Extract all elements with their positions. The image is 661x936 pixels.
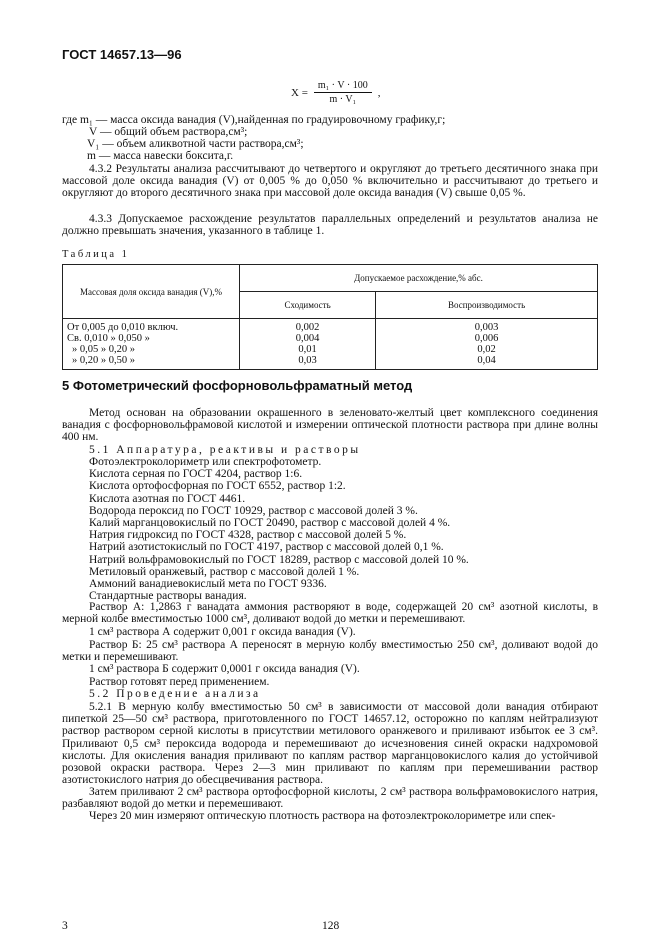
table-cell: От 0,005 до 0,010 включ.	[67, 322, 179, 333]
table-cell: Св. 0,010 » 0,050 »	[67, 333, 150, 344]
table-cell: 0,03	[298, 355, 317, 366]
table-header-mass-fraction: Массовая доля оксида ванадия (V),%	[63, 265, 240, 319]
table-header-tolerance: Допускаемое расхождение,% абс.	[240, 265, 598, 292]
list-item: Кислота серная по ГОСТ 4204, раствор 1:6.	[89, 468, 303, 481]
reagents-list	[89, 456, 599, 602]
formula-fraction	[314, 80, 372, 105]
table-cell: » 0,20 » 0,50 »	[72, 355, 135, 366]
document-header: ГОСТ 14657.13—96	[62, 47, 182, 62]
paragraph-4-3-3: 4.3.3 Допускаемое расхождение результатов параллельных определений и результатов анализа не должно превышать значения, указанного в таблице 1.	[62, 213, 598, 238]
list-item: Натрия гидроксид по ГОСТ 4328, раствор с массовой долей 5 %.	[89, 529, 407, 542]
list-item: Аммоний ванадиевокислый мета по ГОСТ 9336.	[89, 578, 327, 591]
table-header-convergence: Сходимость	[240, 292, 376, 319]
table-cell: 0,004	[295, 333, 320, 344]
formula-numerator: m₁ · V · 100	[314, 80, 372, 93]
list-item: Фотоэлектроколориметр или спектрофотометр.	[89, 456, 322, 468]
table-caption: Таблица 1	[62, 249, 130, 260]
table-cell: 0,01	[298, 344, 317, 355]
table-column-ranges	[63, 319, 240, 370]
formula-denominator: m · V₁	[329, 94, 357, 105]
definition-m: m — масса навески боксита,г.	[87, 150, 234, 162]
solution-a: Раствор А: 1,2863 г ванадата аммония растворяют в воде, содержащей 20 см³ азотной кислоты, в мерной колбе вместимостью 1000 см³, доливают водой до метки и перемешивают.	[62, 601, 598, 626]
paragraph-5-2-1-b: Затем приливают 2 см³ раствора ортофосфорной кислоты, 2 см³ раствора вольфрамовокислого натрия, разбавляют водой до метки и перемешивают.	[62, 786, 598, 811]
table-1	[62, 264, 598, 370]
section-5-intro: Метод основан на образовании окрашенного в зеленовато-желтый цвет комплексного соединения ванадия с фосфорновольфрамовой кислотой и измерении оптической плотности раствора при длине волны 400 нм.	[62, 407, 598, 444]
paragraph-4-3-2: 4.3.2 Результаты анализа рассчитывают до четвертого и округляют до третьего десятичного знака при массовой доле оксида ванадия (V) от 0,005 % до 0,050 % включительно и рассчитывают до третьего и округляют до второго десятичного знака при массовой доле оксида ванадия (V) свыше 0,05 %.	[62, 163, 598, 200]
section-5-title: 5 Фотометрический фосфорновольфраматный метод	[62, 378, 413, 393]
definition-v1: V₁ — объем аликвотной части раствора,см³;	[87, 138, 304, 150]
table-column-reproducibility	[376, 319, 598, 370]
page-number: 128	[322, 920, 340, 932]
section-5-1-title: 5.1 Аппаратура, реактивы и растворы	[89, 444, 361, 456]
list-item: Кислота ортофосфорная по ГОСТ 6552, раствор 1:2.	[89, 480, 346, 493]
list-item: Натрий азотистокислый по ГОСТ 4197, раствор с массовой долей 0,1 %.	[89, 541, 444, 554]
list-item: Натрий вольфрамовокислый по ГОСТ 18289, раствор с массовой долей 10 %.	[89, 553, 469, 566]
list-item: Калий марганцовокислый по ГОСТ 20490, раствор с массовой долей 4 %.	[89, 517, 451, 530]
table-column-convergence	[240, 319, 376, 370]
list-item: Метиловый оранжевый, раствор с массовой долей 1 %.	[89, 565, 360, 578]
definition-v: V — общий объем раствора,см³;	[89, 126, 248, 138]
solution-b: Раствор Б: 25 см³ раствора А переносят в мерную колбу вместимостью 250 см³, доливают водой до метки и перемешивают.	[62, 639, 598, 664]
table-cell: 0,003	[474, 322, 499, 333]
solution-a-note: 1 см³ раствора А содержит 0,001 г оксида ванадия (V).	[89, 626, 356, 638]
list-item: Стандартные растворы ванадия.	[89, 590, 247, 603]
list-item: Кислота азотная по ГОСТ 4461.	[89, 492, 246, 505]
footer-number: 3	[62, 920, 68, 932]
formula-tail: ,	[377, 86, 381, 99]
list-item: Водорода пероксид по ГОСТ 10929, раствор с массовой долей 3 %.	[89, 504, 418, 517]
table-cell: 0,04	[477, 355, 496, 366]
formula-lhs: X =	[291, 86, 308, 99]
formula	[291, 80, 380, 105]
section-5-2-title: 5.2 Проведение анализа	[89, 688, 261, 700]
paragraph-5-2-1-c: Через 20 мин измеряют оптическую плотность раствора на фотоэлектроколориметре или спек-	[89, 810, 556, 822]
table-cell: 0,006	[474, 333, 499, 344]
table-cell: » 0,05 » 0,20 »	[72, 344, 135, 355]
solution-b-note-2: Раствор готовят перед применением.	[89, 676, 270, 688]
paragraph-5-2-1: 5.2.1 В мерную колбу вместимостью 50 см³ в зависимости от массовой доли ванадия отбирают пипеткой 25—50 см³ раствора, приготовленного по ГОСТ 14657.12, осторожно по каплям нейтрализуют раствор раствором серной кислоты в присутствии метилового оранжевого и приливают избыток ее 3 см³. Приливают 0,5 см³ пероксида водорода и перемешивают до исчезновения синей окраски надхромовой кислоты. Для окисления ванадия приливают по каплям раствор марганцовокислого калия до устойчивой розовой окраски раствора. Через 2—3 мин приливают по каплям при перемешивании раствор азотистокислого натрия до обесцвечивания раствора.	[62, 701, 598, 787]
table-cell: 0,02	[477, 344, 496, 355]
table-cell: 0,002	[295, 322, 320, 333]
solution-b-note: 1 см³ раствора Б содержит 0,0001 г оксида ванадия (V).	[89, 663, 360, 675]
table-header-reproducibility: Воспроизводимость	[376, 292, 598, 319]
definition-m1: где m₁ — масса оксида ванадия (V),найденная по градуировочному графику,г;	[62, 114, 446, 126]
